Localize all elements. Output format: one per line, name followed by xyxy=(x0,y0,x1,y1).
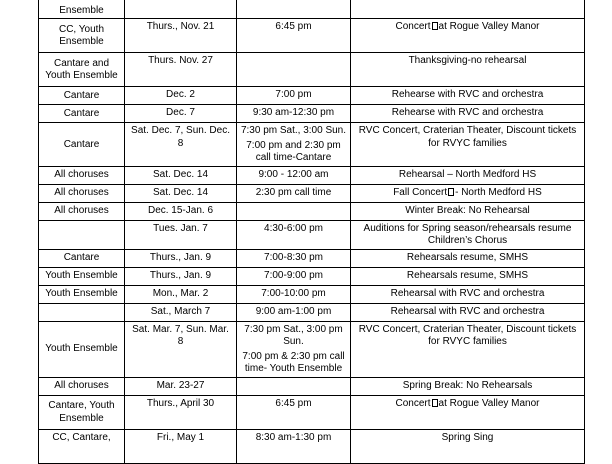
cell-time xyxy=(237,395,351,429)
table-row xyxy=(39,166,585,184)
cell-date: Fri., May 1 xyxy=(125,429,237,463)
event-line xyxy=(354,432,581,445)
event-text: Rehearsals resume, SMHS xyxy=(406,251,529,263)
cell-group: Cantare xyxy=(39,87,125,105)
event-line xyxy=(354,398,581,411)
schedule-table xyxy=(38,0,585,464)
cell-event xyxy=(351,202,585,220)
table-row xyxy=(39,267,585,285)
cell-time xyxy=(237,429,351,463)
cell-time xyxy=(237,19,351,53)
cell-time xyxy=(237,123,351,167)
event-text: - North Medford HS xyxy=(455,186,542,198)
cell-time xyxy=(237,285,351,303)
cell-time xyxy=(237,166,351,184)
event-text: RVC Concert, Craterian Theater, Discount tickets for RVYC families xyxy=(358,125,577,149)
event-text: Rehearse with RVC and orchestra xyxy=(391,89,544,100)
cell-date: Sat. Dec. 14 xyxy=(125,184,237,202)
cell-event xyxy=(351,267,585,285)
cell-group: CC, Cantare, xyxy=(39,429,125,463)
table-row xyxy=(39,105,585,123)
cell-time xyxy=(237,303,351,321)
cell-event xyxy=(351,19,585,53)
event-text: RVC Concert, Craterian Theater, Discount tickets for RVYC families xyxy=(358,323,577,347)
missing-glyph-icon xyxy=(432,399,438,407)
time-line: 9:30 am-12:30 pm xyxy=(252,107,335,118)
missing-glyph-icon xyxy=(432,22,438,30)
cell-date: Thurs., April 30 xyxy=(125,395,237,429)
event-line xyxy=(354,107,581,120)
cell-group: Cantare and Youth Ensemble xyxy=(39,53,125,87)
table-row xyxy=(39,395,585,429)
cell-group: All choruses xyxy=(39,202,125,220)
event-line xyxy=(354,89,581,102)
cell-event xyxy=(351,321,585,377)
time-line: 7:00-8:30 pm xyxy=(264,251,323,263)
cell-event xyxy=(351,377,585,395)
table-row xyxy=(39,202,585,220)
cell-event xyxy=(351,53,585,87)
table-row xyxy=(39,53,585,87)
table-row xyxy=(39,429,585,463)
missing-glyph-icon xyxy=(448,188,454,196)
cell-time xyxy=(237,87,351,105)
time-line: 7:00 pm xyxy=(275,89,312,100)
table-row xyxy=(39,19,585,53)
time-line: 6:45 pm xyxy=(275,397,312,409)
cell-time xyxy=(237,249,351,267)
cell-event xyxy=(351,184,585,202)
cell-group: Youth Ensemble xyxy=(39,267,125,285)
cell-date: Mar. 23-27 xyxy=(125,377,237,395)
cell-date: Mon., Mar. 2 xyxy=(125,285,237,303)
event-text: Spring Break: No Rehearsals xyxy=(402,379,533,391)
cell-group: Ensemble xyxy=(39,0,125,19)
cell-time xyxy=(237,202,351,220)
time-line: 7:00-9:00 pm xyxy=(264,269,323,281)
table-row xyxy=(39,303,585,321)
event-line xyxy=(354,223,581,248)
cell-group: CC, Youth Ensemble xyxy=(39,19,125,53)
event-line xyxy=(354,187,581,200)
cell-time xyxy=(237,220,351,249)
cell-event xyxy=(351,105,585,123)
time-line: 2:30 pm call time xyxy=(255,186,332,198)
cell-group xyxy=(39,220,125,249)
time-line: 9:00 am-1:00 pm xyxy=(255,305,332,317)
event-text: Rehearsal – North Medford HS xyxy=(398,168,537,180)
cell-group xyxy=(39,303,125,321)
event-line xyxy=(354,380,581,393)
cell-time xyxy=(237,321,351,377)
cell-group: All choruses xyxy=(39,166,125,184)
cell-date: Tues. Jan. 7 xyxy=(125,220,237,249)
cell-group: Cantare, Youth Ensemble xyxy=(39,395,125,429)
cell-date: Dec. 7 xyxy=(125,105,237,123)
event-line xyxy=(354,169,581,182)
event-line xyxy=(354,55,581,68)
event-text: Rehearsals resume, SMHS xyxy=(406,269,529,281)
time-line: 7:30 pm Sat., 3:00 Sun. xyxy=(240,125,347,136)
cell-group: All choruses xyxy=(39,184,125,202)
table-row xyxy=(39,377,585,395)
event-text: Spring Sing xyxy=(441,431,494,443)
event-line xyxy=(354,125,581,150)
table-row xyxy=(39,123,585,167)
time-line: 6:45 pm xyxy=(275,21,312,32)
event-text: Auditions for Spring season/rehearsals resume Children’s Chorus xyxy=(363,222,572,246)
cell-event xyxy=(351,220,585,249)
cell-time xyxy=(237,267,351,285)
table-row xyxy=(39,285,585,303)
cell-time xyxy=(237,53,351,87)
table-row xyxy=(39,184,585,202)
cell-event xyxy=(351,0,585,19)
event-text: at Rogue Valley Manor xyxy=(438,397,540,409)
time-line: 7:00-10:00 pm xyxy=(261,287,326,299)
time-line: 4:30-6:00 pm xyxy=(264,222,323,234)
cell-group: Cantare xyxy=(39,123,125,167)
cell-event xyxy=(351,87,585,105)
table-row xyxy=(39,87,585,105)
table-row xyxy=(39,220,585,249)
event-line xyxy=(354,288,581,301)
event-line xyxy=(354,306,581,319)
time-line: 8:30 am-1:30 pm xyxy=(255,431,332,443)
cell-date: Dec. 2 xyxy=(125,87,237,105)
event-line xyxy=(354,252,581,265)
cell-date: Thurs., Jan. 9 xyxy=(125,249,237,267)
cell-date: Sat., March 7 xyxy=(125,303,237,321)
table-row xyxy=(39,321,585,377)
event-line xyxy=(354,270,581,283)
cell-event xyxy=(351,123,585,167)
cell-time xyxy=(237,184,351,202)
cell-group: Youth Ensemble xyxy=(39,285,125,303)
cell-event xyxy=(351,395,585,429)
event-text: Winter Break: No Rehearsal xyxy=(405,204,530,216)
time-line: 7:00 pm and 2:30 pm call time-Cantare xyxy=(246,139,341,163)
cell-group: All choruses xyxy=(39,377,125,395)
event-text: Thanksgiving-no rehearsal xyxy=(408,55,527,66)
event-text: Fall Concert xyxy=(393,186,448,198)
cell-date: Sat. Mar. 7, Sun. Mar. 8 xyxy=(125,321,237,377)
cell-date: Sat. Dec. 14 xyxy=(125,166,237,184)
cell-event xyxy=(351,166,585,184)
cell-event xyxy=(351,249,585,267)
cell-group: Youth Ensemble xyxy=(39,321,125,377)
time-line: 9:00 - 12:00 am xyxy=(258,168,329,180)
cell-event xyxy=(351,303,585,321)
cell-time xyxy=(237,0,351,19)
schedule-body xyxy=(39,0,585,463)
time-line: 7:00 pm & 2:30 pm call time- Youth Ensemble xyxy=(242,350,345,374)
table-row xyxy=(39,0,585,19)
cell-time xyxy=(237,377,351,395)
event-text: Rehearsal with RVC and orchestra xyxy=(390,305,545,317)
event-line xyxy=(354,205,581,218)
event-text: Rehearsal with RVC and orchestra xyxy=(390,287,545,299)
cell-group: Cantare xyxy=(39,249,125,267)
event-text: Rehearse with RVC and orchestra xyxy=(391,107,544,118)
cell-group: Cantare xyxy=(39,105,125,123)
cell-event xyxy=(351,285,585,303)
cell-event xyxy=(351,429,585,463)
cell-date: Thurs., Jan. 9 xyxy=(125,267,237,285)
event-text: at Rogue Valley Manor xyxy=(438,21,540,32)
event-line xyxy=(354,324,581,349)
cell-date xyxy=(125,0,237,19)
event-text: Concert xyxy=(395,21,431,32)
cell-date: Dec. 15-Jan. 6 xyxy=(125,202,237,220)
table-row xyxy=(39,249,585,267)
cell-date: Thurs. Nov. 27 xyxy=(125,53,237,87)
event-text: Concert xyxy=(395,397,431,409)
cell-time xyxy=(237,105,351,123)
cell-date: Thurs., Nov. 21 xyxy=(125,19,237,53)
cell-date: Sat. Dec. 7, Sun. Dec. 8 xyxy=(125,123,237,167)
time-line: 7:30 pm Sat., 3:00 pm Sun. xyxy=(244,323,343,347)
event-line xyxy=(354,21,581,34)
